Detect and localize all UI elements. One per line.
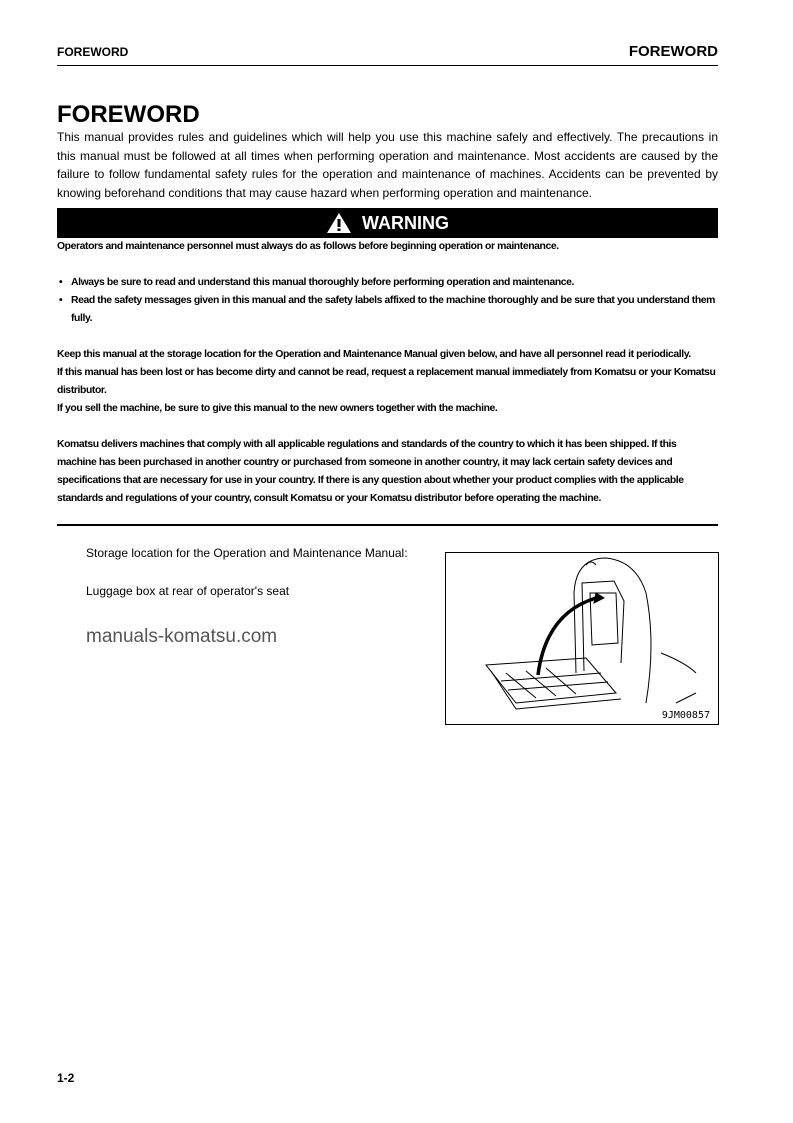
storage-section — [57, 546, 718, 726]
bullet-item: • Read the safety messages given in this manual and the safety labels affixed to the machine thoroughly and be sure that you understand them fully. — [57, 292, 718, 328]
storage-value: Luggage box at rear of operator's seat — [86, 584, 290, 598]
storage-label: Storage location for the Operation and Maintenance Manual: — [86, 546, 408, 560]
text-line: Keep this manual at the storage location for the Operation and Maintenance Manual given below, and have all personnel read it periodically. — [57, 349, 691, 360]
page-number: 1-2 — [57, 1071, 75, 1085]
bullet-item: • Always be sure to read and understand this manual thoroughly before performing operation and maintenance. — [57, 274, 718, 292]
header-right: FOREWORD — [628, 43, 718, 60]
compliance-paragraph: Komatsu delivers machines that comply with all applicable regulations and standards of the country to which it has been shipped. If this machine has been purchased in another country or purchased from someone in another country, it may lack certain safety devices and specifications that are necessary for use in your country. If there is any question about whether your product complies with the applicable standards and regulations of your country, consult Komatsu or your Komatsu distributor before operating the machine. — [57, 439, 684, 504]
warning-triangle-icon — [326, 212, 352, 234]
figure-id: 9JM00857 — [661, 710, 710, 721]
warning-label: WARNING — [362, 212, 449, 233]
header-left: FOREWORD — [57, 45, 129, 59]
intro-paragraph: This manual provides rules and guidelines which will help you use this machine safely and effectively. The precautions in this manual must be followed at all times when performing operation and maintenance. Most accidents are caused by the failure to follow fundamental safety rules for the operation and maintenance of machines. Accidents can be prevented by knowing beforehand conditions that may cause hazard when performing operation and maintenance. — [57, 130, 718, 200]
section-divider — [57, 524, 718, 526]
warning-lead: Operators and maintenance personnel must always do as follows before beginning operation or maintenance. — [57, 241, 559, 252]
page-title: FOREWORD — [57, 101, 200, 128]
warning-banner — [57, 208, 718, 238]
text-line: If this manual has been lost or has become dirty and cannot be read, request a replacement manual immediately from Komatsu or your Komatsu distributor. — [57, 367, 716, 396]
bullet-list — [57, 274, 718, 328]
watermark: manuals-komatsu.com — [86, 626, 278, 647]
page-body — [57, 101, 718, 726]
header-rule — [57, 65, 718, 66]
storage-instructions — [57, 346, 718, 418]
luggage-box-figure — [445, 552, 719, 725]
text-line: If you sell the machine, be sure to give this manual to the new owners together with the machine. — [57, 403, 498, 414]
